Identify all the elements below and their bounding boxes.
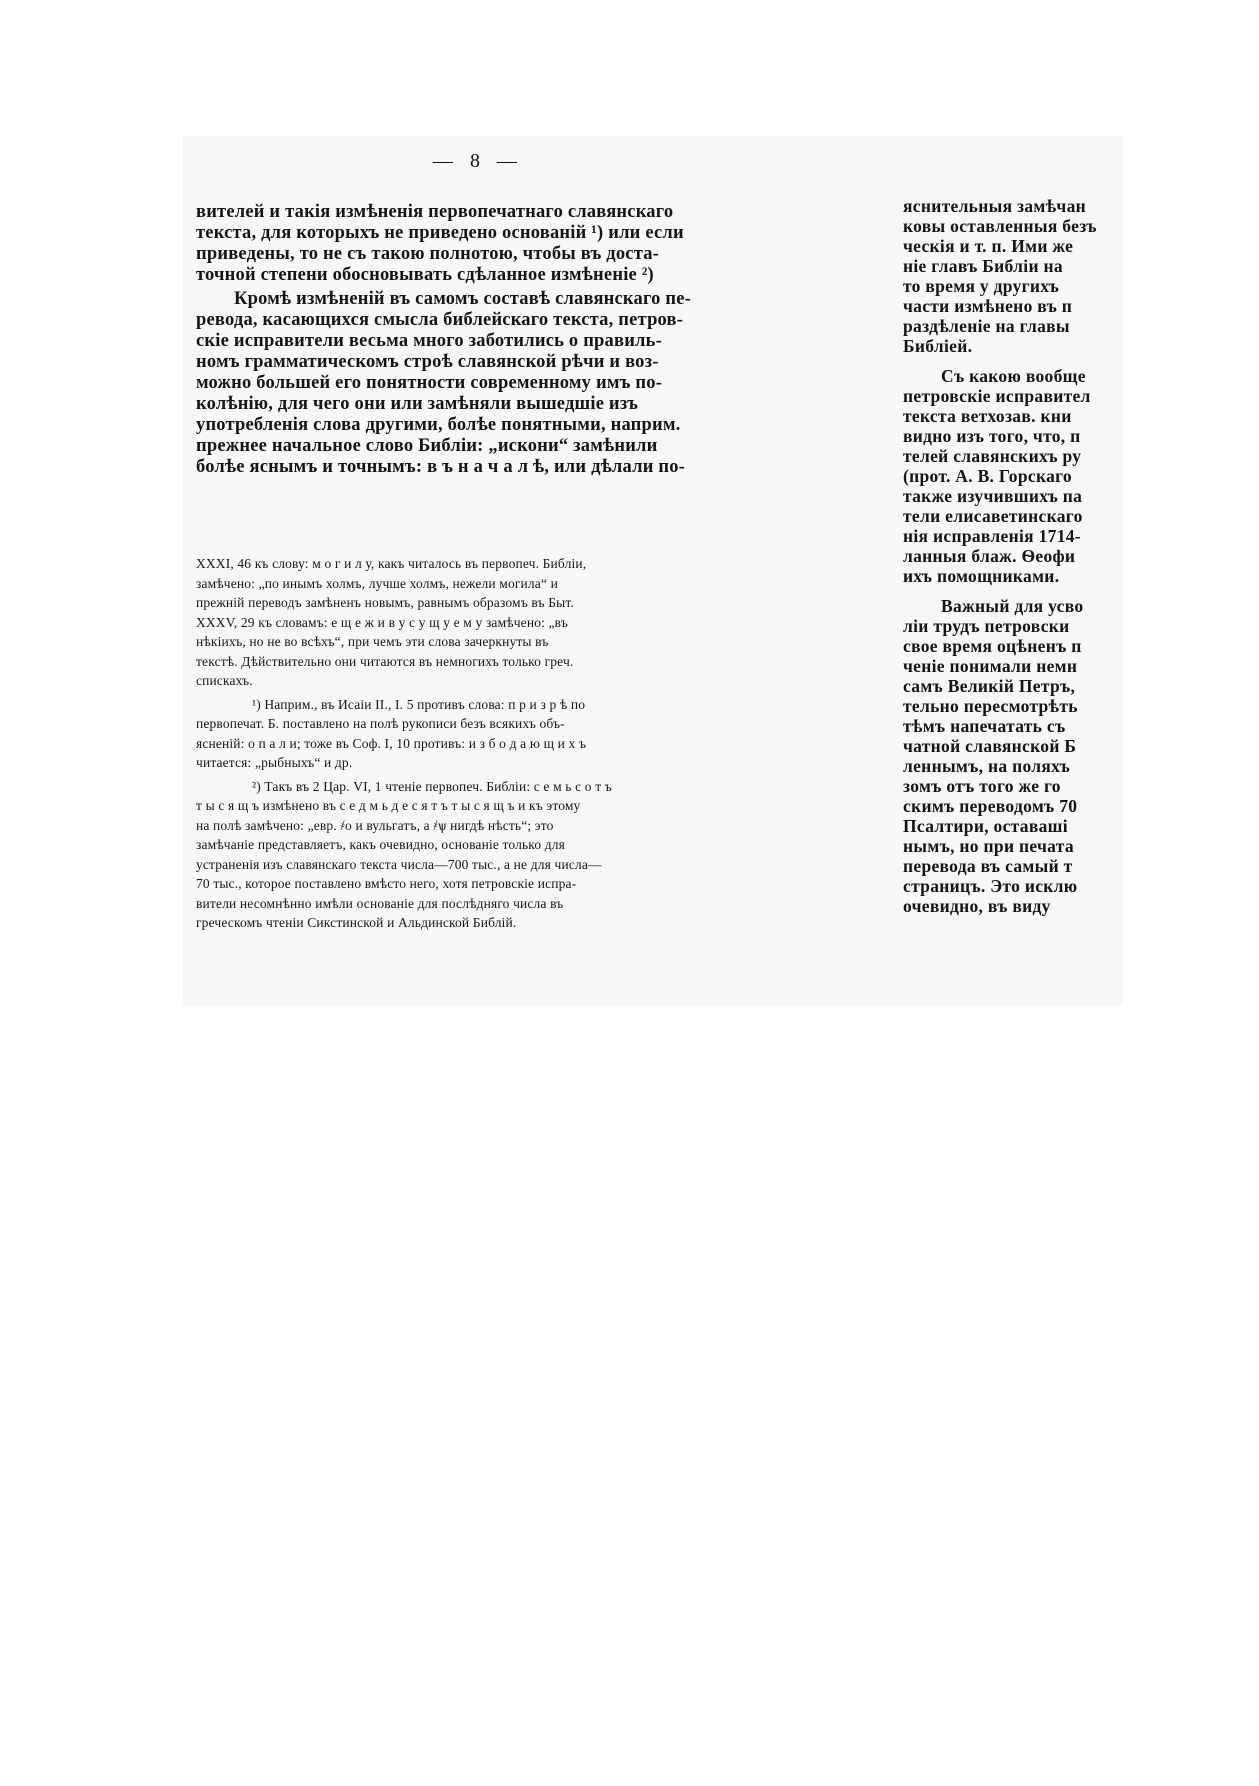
- footnote-line: 70 тыс., которое поставлено вмѣсто него, хотя петровскіе испра-: [196, 876, 577, 891]
- text-line: раздѣленіе на главы: [903, 316, 1070, 336]
- text-line: скіе исправители весьма много заботились о правиль-: [196, 331, 662, 351]
- text-line: тели елисаветинскаго: [903, 506, 1083, 526]
- text-line: телей славянскихъ ру: [903, 446, 1082, 466]
- text-line: перевода въ самый т: [903, 856, 1073, 876]
- text-line: точной степени обосновывать сдѣланное измѣненіе ²): [196, 265, 654, 285]
- text-line: тѣмъ напечатать съ: [903, 716, 1066, 736]
- text-line: видно изъ того, что, п: [903, 426, 1081, 446]
- footnote-line: устраненія изъ славянскаго текста числа—700 тыс., а не для числа—: [196, 856, 602, 872]
- right-column: [903, 196, 1123, 916]
- text-line: свое время оцѣненъ п: [903, 636, 1082, 656]
- text-line: очевидно, въ виду: [903, 896, 1051, 916]
- text-line: скимъ переводомъ 70: [903, 796, 1078, 816]
- text-line: страницъ. Это исклю: [903, 876, 1078, 896]
- footnote-line: текстѣ. Дѣйствительно они читаются въ немногихъ только греч.: [196, 653, 574, 669]
- text-line: текста, для которыхъ не приведено основаній ¹) или если: [196, 223, 684, 243]
- footnote-line: греческомъ чтеніи Сикстинской и Альдинской Библій.: [196, 915, 517, 930]
- text-line: приведены, то не съ такою полнотою, чтобы въ доста-: [196, 244, 660, 264]
- footnote-line: читается: „рыбныхъ“ и др.: [196, 755, 353, 770]
- text-line: Псалтири, оставаші: [903, 816, 1068, 836]
- text-line: зомъ отъ того же го: [903, 776, 1061, 796]
- text-line: номъ грамматическомъ строѣ славянской рѣчи и воз-: [196, 352, 659, 372]
- text-line: нія исправленія 1714-: [903, 526, 1081, 546]
- footnotes: [196, 554, 806, 933]
- text-line: Важный для усво: [941, 596, 1084, 616]
- footnote-line: замѣчаніе представляетъ, какъ очевидно, основаніе только для: [196, 837, 566, 852]
- footnote-2: [196, 777, 806, 933]
- footnote-line: замѣчено: „по инымъ холмъ, лучше холмъ, нежели могила“ и: [196, 575, 558, 591]
- spacer: [903, 586, 1123, 596]
- text-line: прежнее начальное слово Библіи: „искони“ замѣнили: [196, 436, 658, 456]
- footnote-line: ясненій: о п а л и; тоже въ Соф. I, 10 противъ: и з б о д а ю щ и х ъ: [196, 735, 587, 751]
- text-line: колѣнію, для чего они или замѣняли вышедшіе изъ: [196, 394, 639, 414]
- text-line: ковы оставленныя безъ: [903, 216, 1097, 236]
- paragraph: [903, 366, 1123, 586]
- text-line: тельно пересмотрѣть: [903, 696, 1078, 716]
- text-line: петровскіе исправител: [903, 386, 1091, 406]
- text-line: Кромѣ измѣненій въ самомъ составѣ славянскаго пе-: [234, 289, 692, 309]
- text-line: ніе главъ Библіи на: [903, 256, 1063, 276]
- footnote-line: прежній переводъ замѣненъ новымъ, равнымъ образомъ въ Быт.: [196, 595, 574, 610]
- footnote-line: ¹) Наприм., въ Исаіи II., I. 5 противъ слова: п р и з р ѣ по: [252, 696, 586, 712]
- text-line: употребленія слова другими, болѣе понятными, наприм.: [196, 415, 681, 435]
- left-column: [196, 202, 796, 478]
- page-number: — 8 —: [433, 150, 523, 172]
- footnote-line: на полѣ замѣчено: „евр. ҂о и вульгатъ, а ҂ѱ нигдѣ нѣсть“; это: [196, 817, 554, 833]
- text-line: также изучившихъ па: [903, 486, 1083, 506]
- text-line: чатной славянской Б: [903, 736, 1077, 756]
- text-line: то время у другихъ: [903, 276, 1060, 296]
- spacer: [903, 356, 1123, 366]
- text-line: ихъ помощниками.: [903, 566, 1060, 586]
- text-line: Библіей.: [903, 336, 973, 356]
- footnote-line: первопечат. Б. поставлено на полѣ рукописи безъ всякихъ объ-: [196, 716, 565, 731]
- text-line: ліи трудъ петровски: [903, 616, 1070, 636]
- text-line: ревода, касающихся смысла библейскаго текста, петров-: [196, 310, 684, 330]
- footnote-line: спискахъ.: [196, 673, 253, 688]
- text-line: нымъ, но при печата: [903, 836, 1074, 856]
- footnote-continuation: [196, 554, 806, 691]
- text-line: ченіе понимали немн: [903, 656, 1078, 676]
- paragraph: [903, 596, 1123, 916]
- footnote-line: т ы с я щ ъ измѣнено въ с е д м ь д е с я т ъ т ы с я щ ъ и къ этому: [196, 798, 581, 813]
- text-line: яснительныя замѣчан: [903, 196, 1087, 216]
- text-line: Съ какою вообще: [941, 366, 1086, 386]
- paragraph: [903, 196, 1123, 356]
- paragraph: [196, 202, 796, 286]
- footnote-1: [196, 695, 806, 773]
- footnote-line: ²) Такъ въ 2 Цар. VI, 1 чтеніе первопеч. Библіи: с е м ь с о т ъ: [252, 778, 612, 794]
- text-line: ланныя блаж. Ѳеофи: [903, 546, 1076, 566]
- footnote-line: XXXV, 29 къ словамъ: е щ е ж и в у с у щ у е м у замѣчено: „въ: [196, 614, 568, 630]
- text-line: (прот. А. В. Горскаго: [903, 466, 1072, 486]
- scanned-page: [183, 136, 1123, 1006]
- footnote-line: нѣкіихъ, но не во всѣхъ“, при чемъ эти слова зачеркнуты въ: [196, 634, 549, 649]
- text-line: самъ Великій Петръ,: [903, 676, 1076, 696]
- text-line: текста ветхозав. кни: [903, 406, 1072, 426]
- text-line: вителей и такія измѣненія первопечатнаго славянскаго: [196, 202, 674, 222]
- text-line: можно большей его понятности современному имъ по-: [196, 373, 663, 393]
- footnote-line: вители несомнѣнно имѣли основаніе для послѣдняго числа въ: [196, 895, 564, 911]
- paragraph: [196, 289, 796, 478]
- text-line: ческія и т. п. Ими же: [903, 236, 1074, 256]
- text-line: болѣе яснымъ и точнымъ: в ъ н а ч а л ѣ, или дѣлали по-: [196, 457, 686, 477]
- text-line: части измѣнено въ п: [903, 296, 1073, 316]
- footnote-line: XXXI, 46 къ слову: м о г и л у, какъ читалось въ первопеч. Библіи,: [196, 556, 587, 571]
- text-line: леннымъ, на поляхъ: [903, 756, 1071, 776]
